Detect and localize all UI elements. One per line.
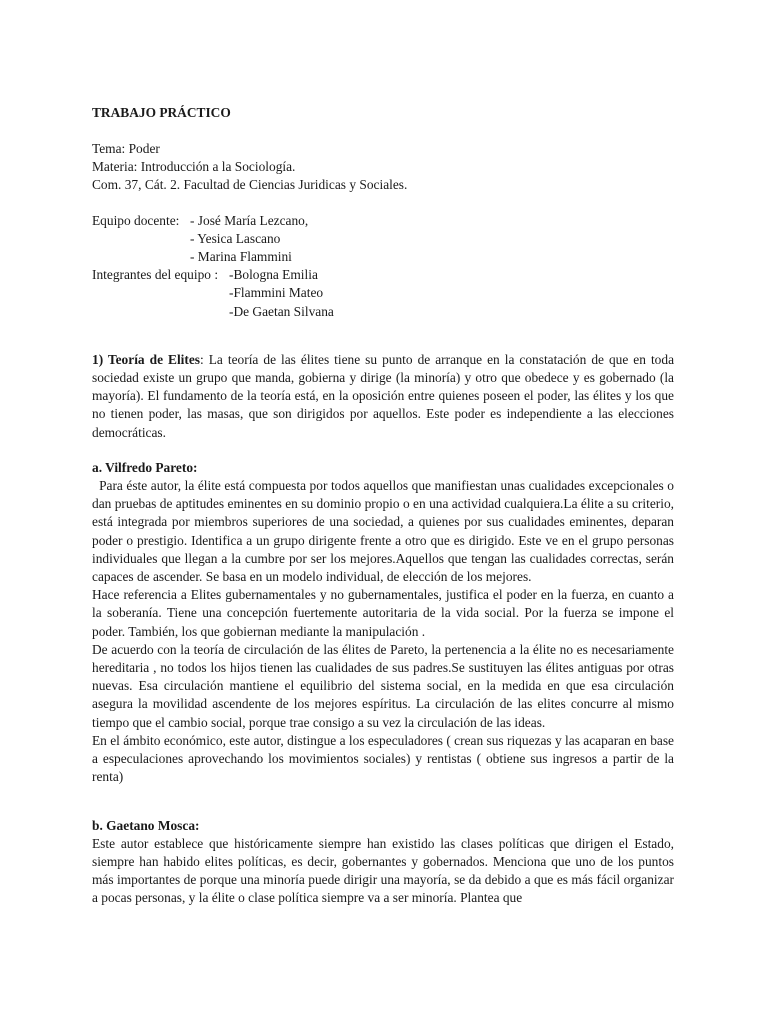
pareto-paragraph: Hace referencia a Elites gubernamentales y no gubernamentales, justifica el poder en la fuerza, en cuanto a la soberanía. Tiene una concepción fuertemente autoritaria de la vida social. Por la fuerza se impone el poder. También, los que gobiernan mediante la manipulación .	[92, 587, 674, 639]
section-text: La teoría de las élites tiene su punto de arranque en la constatación de que en toda sociedad existe un grupo que manda, gobierna y dirige (la minoría) y otro que obedece y es gobernado (la mayoría). El fundamento de la teoría está, en la oposición entre quienes poseen el poder, las élites y los que no tienen poder, las masas, que son dirigidos por aquellos. Este poder es independiente a las elecciones democráticas.	[92, 351, 675, 440]
integrantes-label: Integrantes del equipo :	[92, 267, 219, 283]
equipo-docente-row	[92, 212, 674, 230]
integrante-item: -De Gaetan Silvana	[229, 303, 334, 319]
integrante-item: -Flammini Mateo	[229, 285, 324, 301]
comision-line: Com. 37, Cát. 2. Facultad de Ciencias Juridicas y Sociales.	[92, 177, 408, 193]
docente-item: - José María Lezcano,	[190, 212, 309, 228]
tema-line: Tema: Poder	[92, 141, 160, 156]
mosca-heading: b. Gaetano Mosca:	[92, 817, 200, 833]
pareto-paragraph: En el ámbito económico, este autor, distingue a los especuladores ( crean sus riquezas y las acaparan en base a especulaciones aprovechando los movimientos sociales) y rentistas ( obtiene sus ingresos a partir de la renta)	[92, 732, 674, 785]
integrante-item: -Bologna Emilia	[229, 267, 318, 283]
docente-item: - Yesica Lascano	[190, 230, 281, 246]
equipo-docente-label: Equipo docente:	[92, 212, 180, 228]
mosca-paragraph: Este autor establece que históricamente siempre han existido las clases políticas que dirigen el Estado, siempre han habido elites políticas, es decir, gobernantes y gobernados. Menciona que uno de los puntos más importantes de porque una minoría puede dirigir una mayoría, se da debido a que es más fácil organizar a pocas personas, y la élite o clase política siempre va a ser minoría. Plantea que	[92, 835, 674, 906]
pareto-paragraph: Para éste autor, la élite está compuesta por todos aquellos que manifiestan unas cualidades excepcionales o dan pruebas de aptitudes eminentes en su dominio propio o en una actividad cualquiera.La élite a su criterio, está integrada por miembros superiores de una sociedad, a quienes por sus cualidades eminentes, deparan poder o prestigio. Identifica a un grupo dirigente frente a otro que es dirigido. Este ve en el grupo personas individuales que llegan a la cumbre por ser los mejores.Aquellos que tengan las cualidades correctas, serán capaces de ascender. Se basa en un modelo individual, de elección de los mejores.	[92, 478, 678, 585]
heading-colon: :	[200, 351, 204, 367]
materia-line: Materia: Introducción a la Sociología.	[92, 159, 296, 175]
document-title: TRABAJO PRÁCTICO	[92, 105, 231, 120]
document-page	[92, 104, 678, 908]
pareto-paragraph: De acuerdo con la teoría de circulación de las élites de Pareto, la pertenencia a la élite no es necesariamente hereditaria , no todos los hijos tienen las cualidades de sus padres.Se sustituyen las élites antiguas por otras nuevas. Esa circulación mantiene el equilibrio del sistema social, en la medida en que esa circulación asegura la movilidad ascendente de los mejores espíritus. La circulación de las elites concurre al mismo tiempo que el cambio social, porque trae consigo a su vez la circulación de las ideas.	[92, 641, 674, 730]
section-heading: 1) Teoría de Elites	[92, 351, 201, 367]
docente-item: - Marina Flammini	[190, 249, 292, 265]
section-teoria-elites	[92, 351, 674, 442]
pareto-heading: a. Vilfredo Pareto:	[92, 459, 198, 475]
integrantes-row	[92, 266, 674, 284]
